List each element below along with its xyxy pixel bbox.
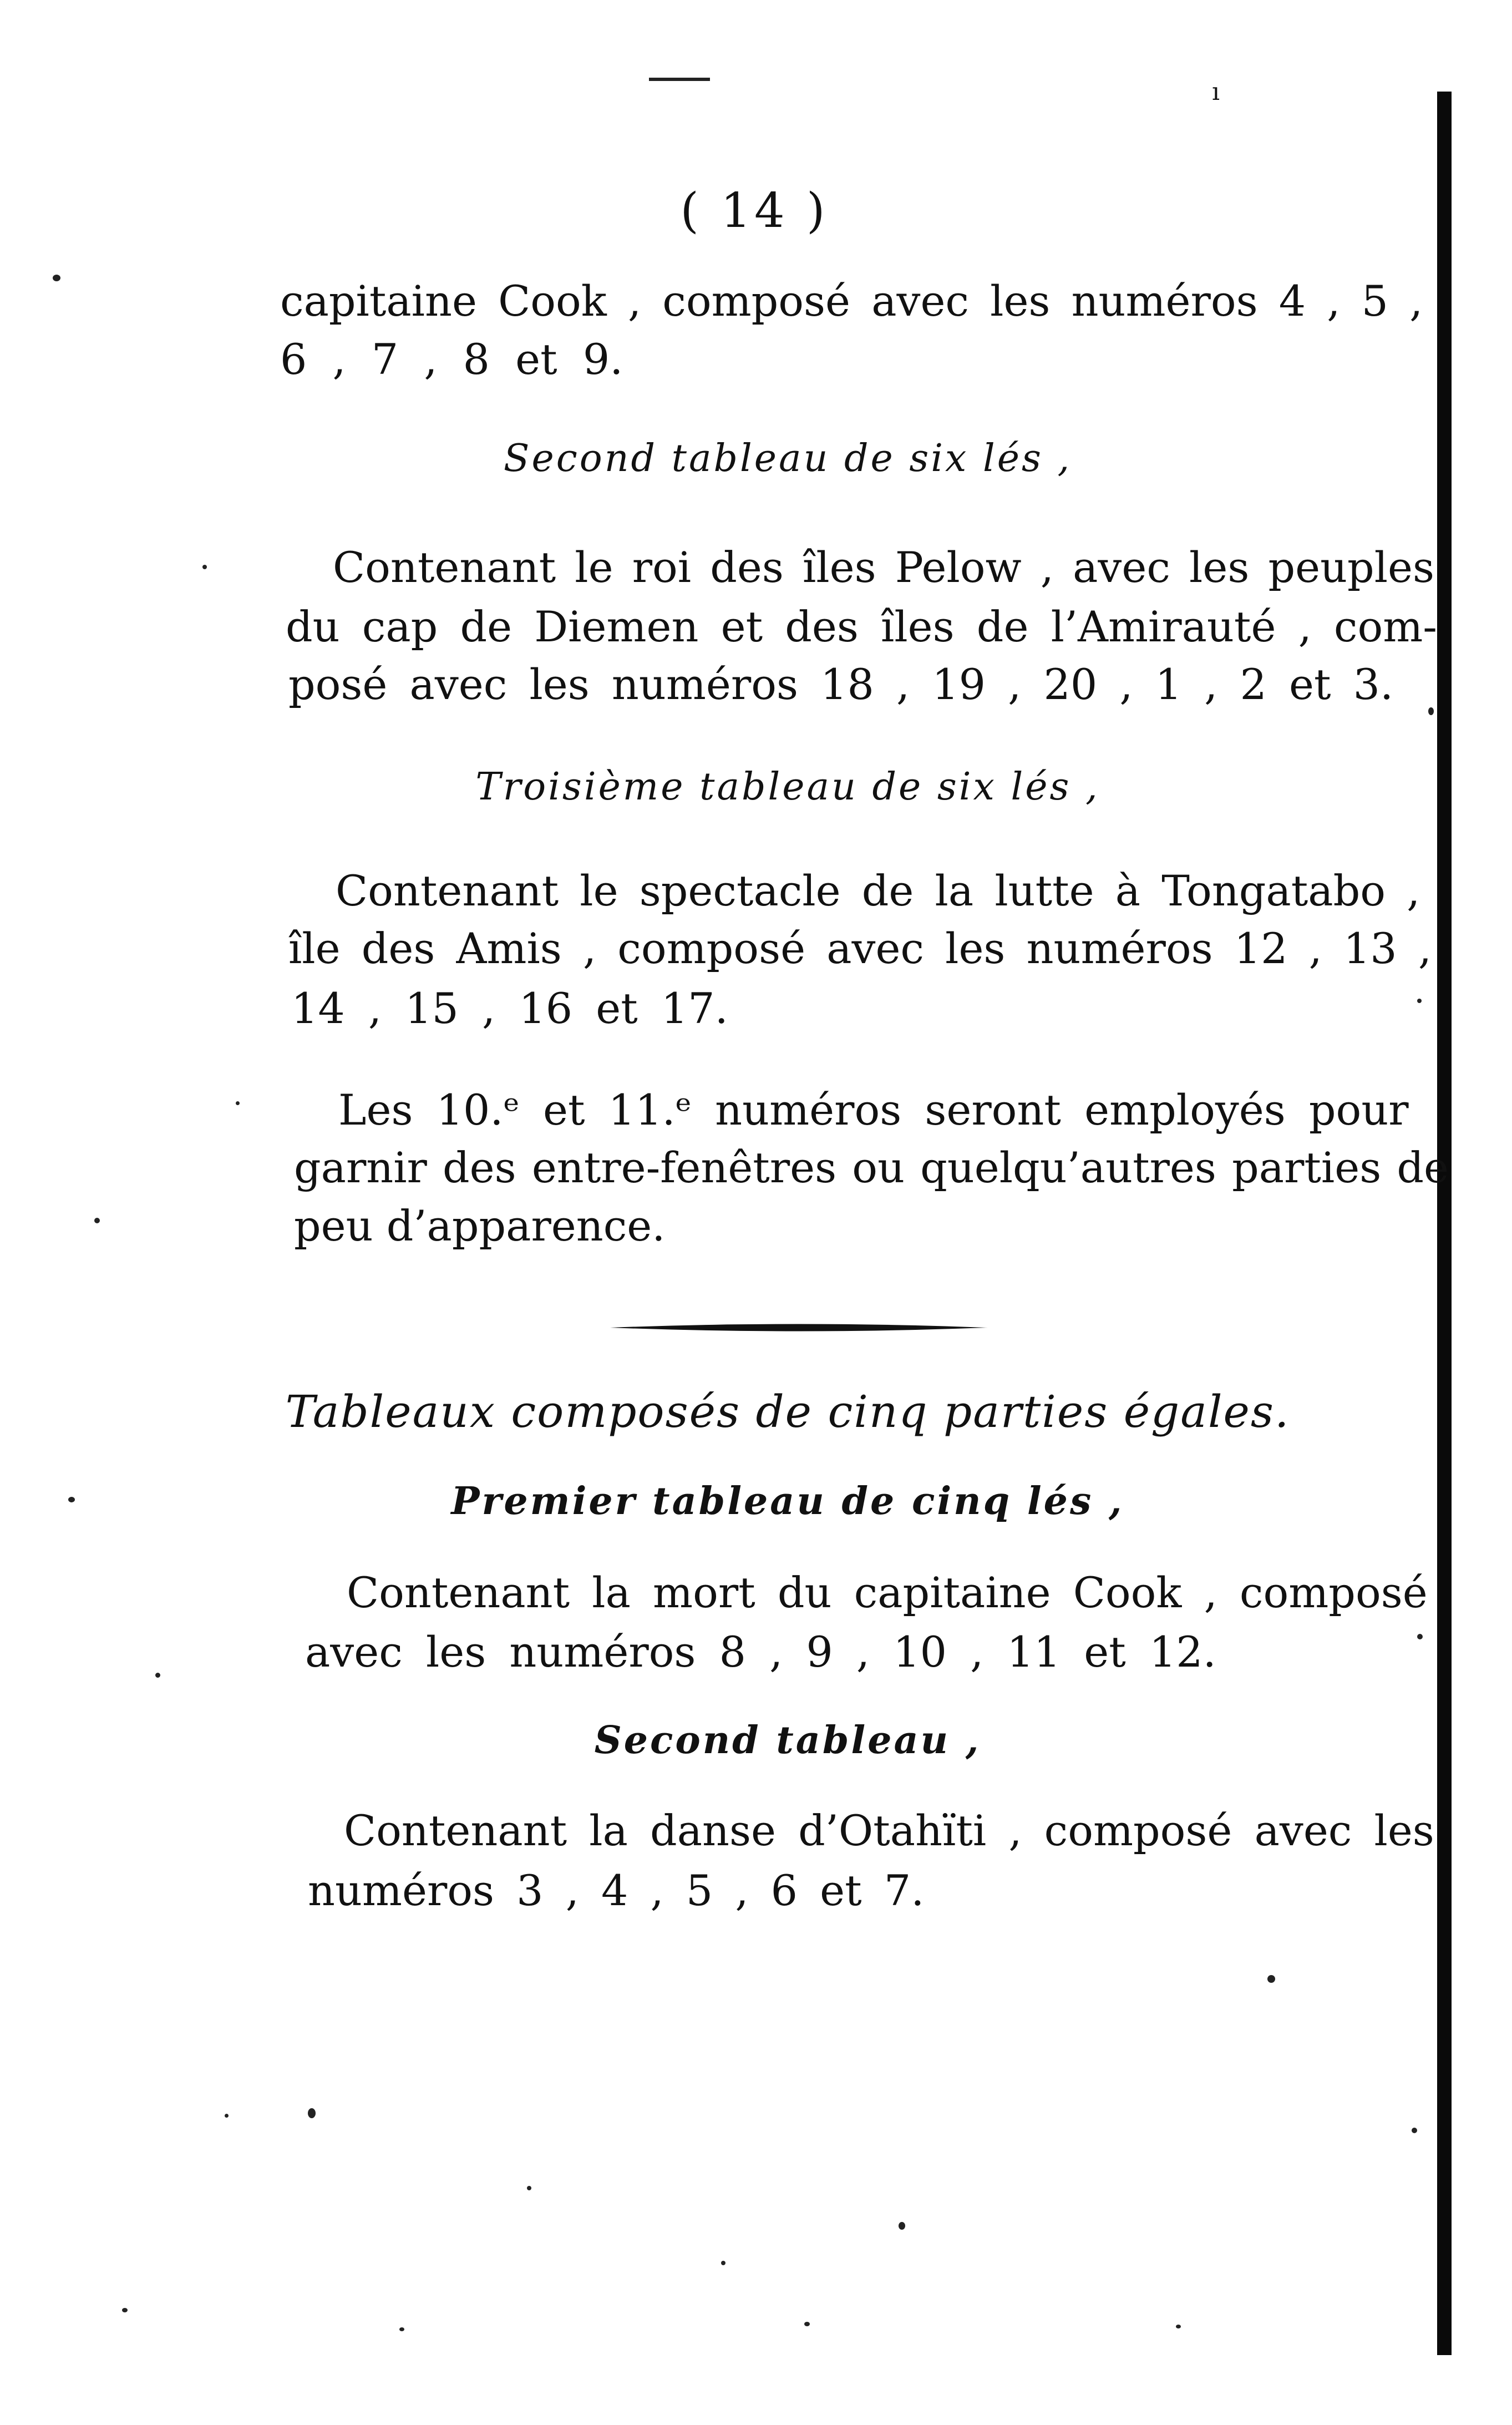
text-line: Contenant la danse d’Otahïti , composé avec les	[344, 1806, 1434, 1855]
text-line: Les 10.ᵉ et 11.ᵉ numéros seront employés pour	[338, 1085, 1409, 1135]
text-line: 6 , 7 , 8 et 9.	[280, 335, 623, 384]
top-rule	[649, 78, 710, 81]
scan-speck	[308, 2108, 316, 2118]
text-line: Contenant le spectacle de la lutte à Tongatabo ,	[336, 866, 1420, 915]
scan-speck	[94, 1218, 100, 1223]
scan-speck	[1417, 1634, 1423, 1639]
text-line: avec les numéros 8 , 9 , 10 , 11 et 12.	[305, 1627, 1216, 1677]
scan-speck	[1412, 2128, 1417, 2133]
section-heading: Second tableau ,	[594, 1718, 981, 1763]
scan-speck	[804, 2322, 810, 2326]
text-line: du cap de Diemen et des îles de l’Amirauté , com-	[286, 602, 1437, 651]
section-heading: Premier tableau de cinq lés ,	[451, 1479, 1124, 1523]
text-line: peu d’apparence.	[294, 1201, 666, 1251]
text-line: Contenant le roi des îles Pelow , avec les peuples	[333, 543, 1434, 592]
text-line: numéros 3 , 4 , 5 , 6 et 7.	[308, 1866, 925, 1915]
scan-speck	[721, 2261, 725, 2265]
scan-speck	[1417, 999, 1422, 1003]
scan-speck	[899, 2222, 905, 2230]
scan-speck	[225, 2114, 229, 2118]
scan-speck	[53, 275, 60, 281]
text-line: 14 , 15 , 16 et 17.	[291, 984, 728, 1033]
text-line: île des Amis , composé avec les numéros 12 , 13 ,	[288, 924, 1432, 973]
scan-speck	[122, 2308, 128, 2312]
text-line: capitaine Cook , composé avec les numéros 4 , 5 ,	[280, 276, 1423, 326]
section-heading: Second tableau de six lés ,	[503, 437, 1072, 480]
section-heading: Troisième tableau de six lés ,	[475, 765, 1100, 809]
section-title: Tableaux composés de cinq parties égales.	[285, 1386, 1290, 1437]
scan-speck	[1267, 1975, 1275, 1983]
scan-speck	[236, 1101, 240, 1105]
scan-speck	[202, 565, 207, 569]
scan-speck	[68, 1497, 75, 1502]
text-line: posé avec les numéros 18 , 19 , 20 , 1 , 2 et 3.	[288, 660, 1394, 709]
page-number: ( 14 )	[680, 183, 829, 239]
scan-speck	[155, 1673, 160, 1678]
binding-edge	[1437, 92, 1452, 2355]
scan-speck	[399, 2327, 404, 2331]
scan-speck	[1428, 707, 1434, 715]
text-line: garnir des entre-fenêtres ou quelqu’autres parties de	[294, 1143, 1449, 1192]
text-line: Contenant la mort du capitaine Cook , composé	[347, 1568, 1428, 1617]
scan-speck	[1176, 2325, 1181, 2328]
scan-speck	[527, 2186, 531, 2190]
ornament-divider	[610, 1322, 987, 1334]
corner-mark: ı	[1212, 78, 1220, 106]
